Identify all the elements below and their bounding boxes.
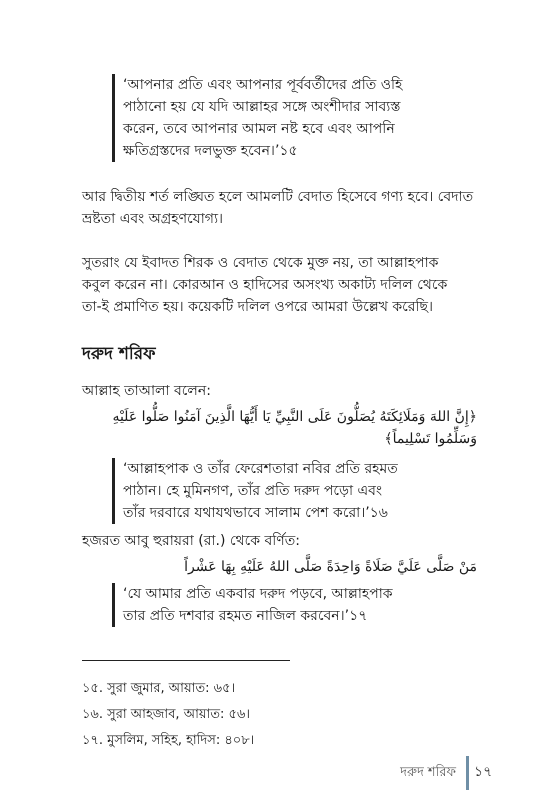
arabic-hadith bbox=[82, 556, 477, 578]
lead-in-hadith: হজরত আবু হুরায়রা (রা.) থেকে বর্ণিত: bbox=[82, 533, 300, 549]
footnote-divider bbox=[82, 660, 290, 661]
footnote: ১৫. সুরা জুমার, আয়াত: ৬৫। bbox=[82, 681, 236, 696]
quote-line: ‘আল্লাহপাক ও তাঁর ফেরেশতারা নবির প্রতি রহমত bbox=[123, 461, 398, 477]
quote-line: তার প্রতি দশবার রহমত নাজিল করবেন।’১৭ bbox=[123, 608, 368, 624]
page-number: ১৭ bbox=[474, 764, 493, 780]
folio-divider-bar bbox=[466, 756, 469, 790]
quote-line: পাঠান। হে মুমিনগণ, তাঁর প্রতি দরুদ পড়ো এবং bbox=[123, 483, 382, 499]
paragraph-line: সুতরাং যে ইবাদত শিরক ও বেদাত থেকে মুক্ত নয়, তা আল্লাহপাক bbox=[82, 255, 439, 271]
lead-in-quran: আল্লাহ তাআলা বলেন: bbox=[82, 383, 211, 399]
paragraph-line: তা-ই প্রমাণিত হয়। কয়েকটি দলিল ওপরে আমরা উল্লেখ করেছি। bbox=[82, 299, 433, 315]
quote-line: ‘আপনার প্রতি এবং আপনার পূর্ববর্তীদের প্রতি ওহি bbox=[123, 77, 403, 93]
quote-line: তাঁর দরবারে যথাযথভাবে সালাম পেশ করো।’১৬ bbox=[123, 505, 388, 521]
paragraph-line: আর দ্বিতীয় শর্ত লঙ্ঘিত হলে আমলটি বেদাত হিসেবে গণ্য হবে। বেদাত bbox=[82, 189, 474, 205]
paragraph-second-condition bbox=[82, 186, 477, 230]
footnote: ১৭. মুসলিম, সহিহ, হাদিস: ৪০৮। bbox=[82, 733, 255, 748]
arabic-line: ﴿إِنَّ اللهَ وَمَلَائِكَتَهُ يُصَلُّونَ عَلَى النَّبِيِّ يَا أَيُّهَا الَّذِينَ آمَنُوا صَلُّوا عَلَيْهِ bbox=[112, 409, 477, 425]
arabic-verse bbox=[82, 406, 477, 450]
arabic-line: مَنْ صَلَّى عَلَيَّ صَلَاةً وَاحِدَةً صَلَّى اللهُ عَلَيْهِ بِهَا عَشْراً bbox=[184, 559, 477, 575]
quote-line: ক্ষতিগ্রস্তদের দলভুক্ত হবেন।’১৫ bbox=[123, 143, 298, 159]
paragraph-conclusion bbox=[82, 252, 477, 318]
blockquote-hadith-translation bbox=[112, 583, 478, 627]
blockquote-verse-translation bbox=[112, 458, 478, 524]
running-head: দরুদ শরিফ bbox=[400, 765, 456, 780]
arabic-line: وَسَلِّمُوا تَسْلِيماً﴾ bbox=[384, 431, 477, 447]
footnotes bbox=[82, 676, 462, 754]
footnote: ১৬. সুরা আহজাব, আয়াত: ৫৬। bbox=[82, 707, 251, 722]
paragraph-line: ভ্রষ্টতা এবং অগ্রহণযোগ্য। bbox=[82, 211, 224, 227]
blockquote-warning bbox=[112, 74, 478, 162]
section-heading: দরুদ শরিফ bbox=[82, 344, 156, 364]
quote-line: ‘যে আমার প্রতি একবার দরুদ পড়বে, আল্লাহপাক bbox=[123, 586, 393, 602]
quote-line: করেন, তবে আপনার আমল নষ্ট হবে এবং আপনি bbox=[123, 121, 395, 137]
quote-line: পাঠানো হয় যে যদি আল্লাহর সঙ্গে অংশীদার সাব্যস্ত bbox=[123, 99, 401, 115]
paragraph-line: কবুল করেন না। কোরআন ও হাদিসের অসংখ্য অকাট্য দলিল থেকে bbox=[82, 277, 448, 293]
